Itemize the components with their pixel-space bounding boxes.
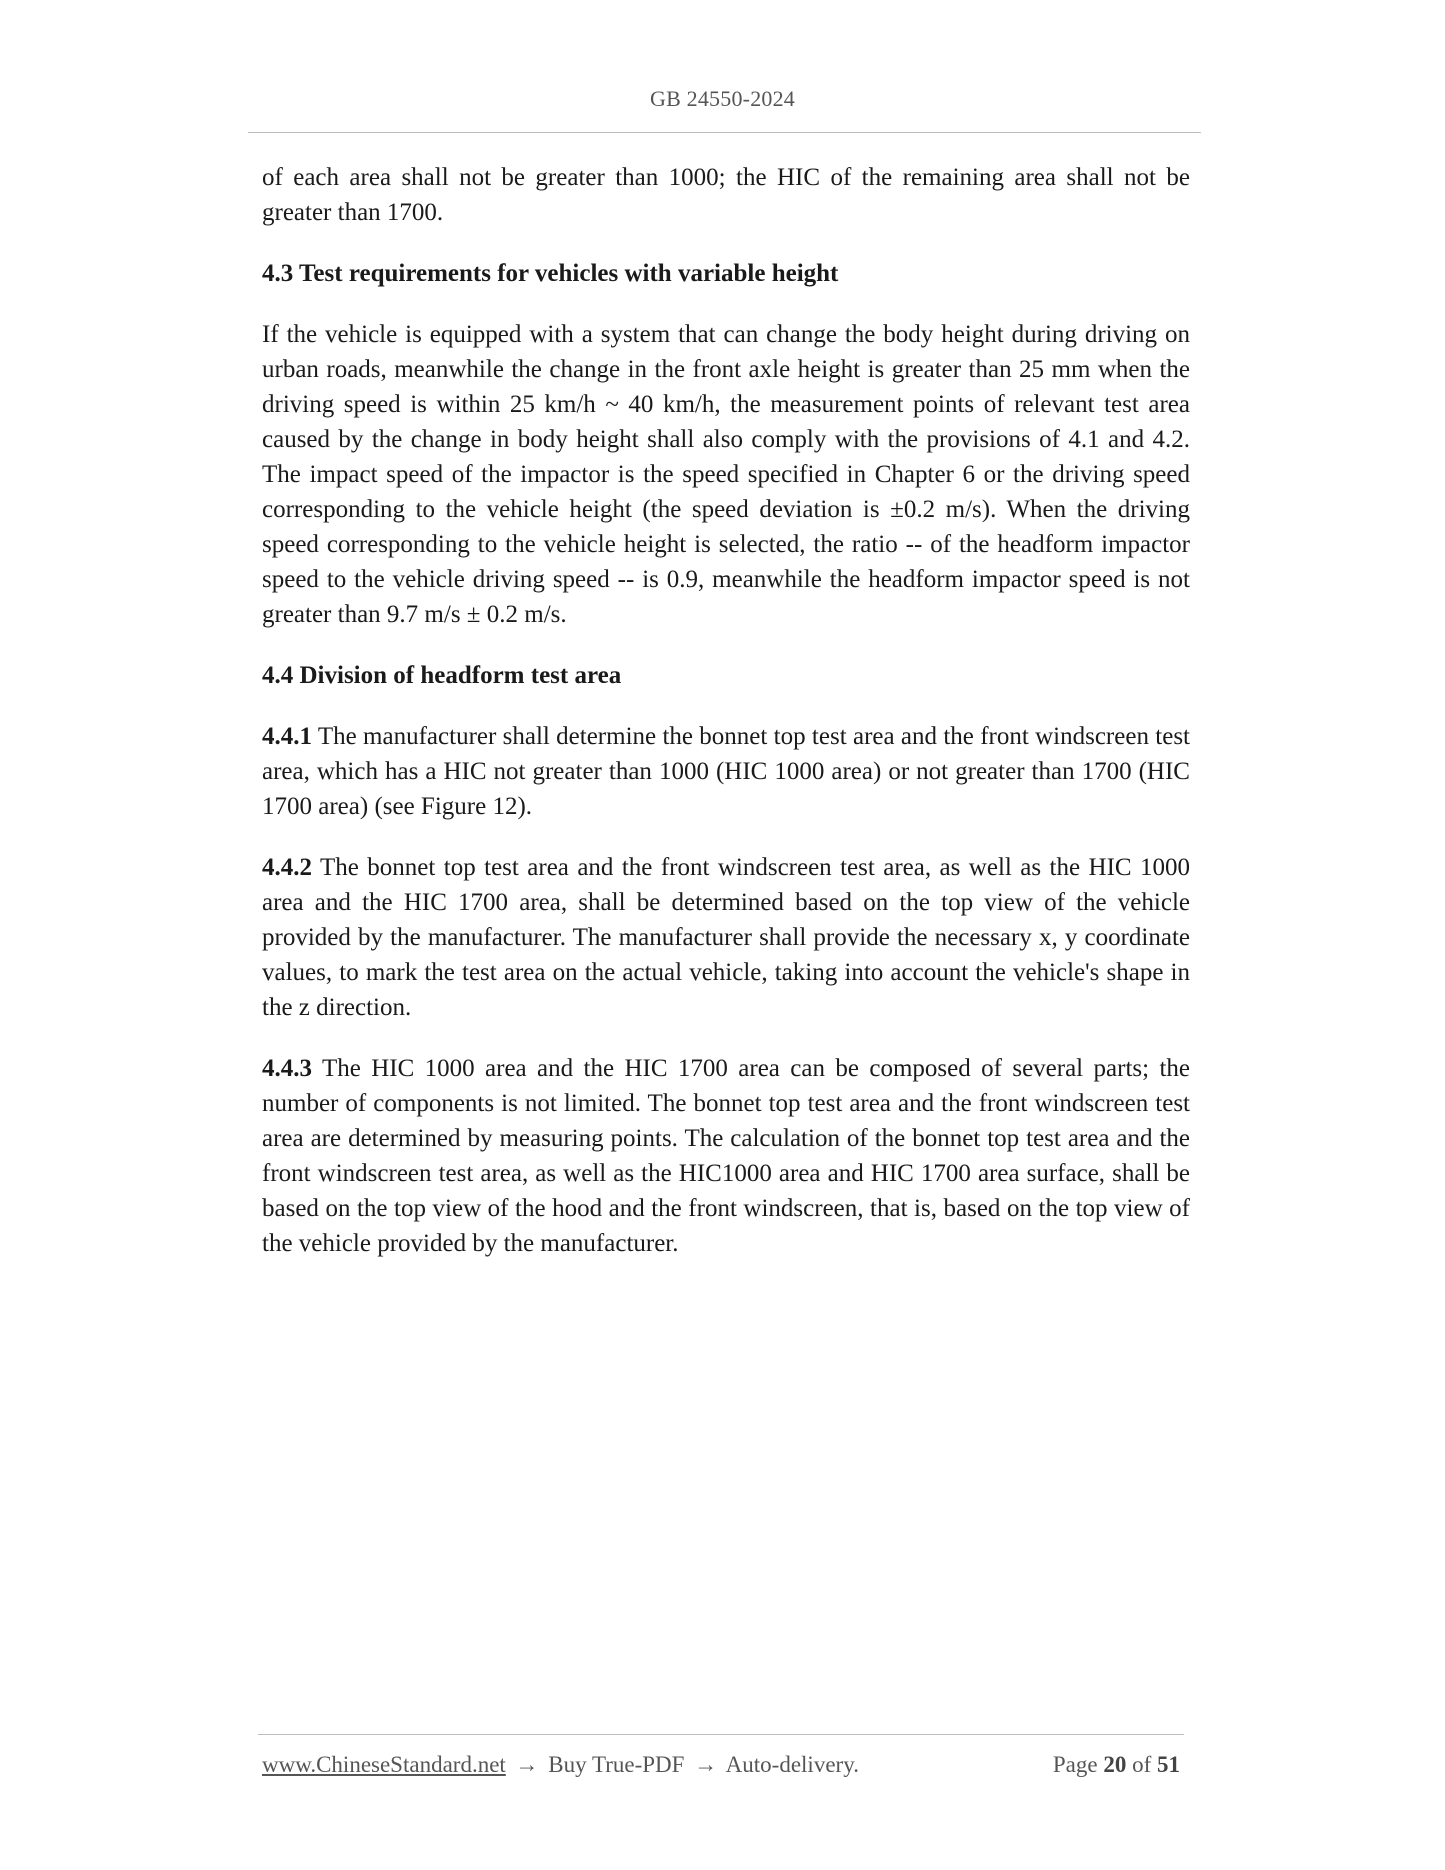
header-divider — [248, 132, 1201, 133]
paragraph-continuation: of each area shall not be greater than 1000; the HIC of the remaining area shall not be greater than 1700. — [262, 164, 1190, 226]
paragraph-4-4-3 — [262, 1051, 1190, 1261]
paragraph-4-4-1 — [262, 719, 1190, 824]
page-label: Page — [1052, 1752, 1098, 1777]
page-total: 51 — [1157, 1752, 1180, 1777]
clause-number-4-4-1: 4.4.1 — [262, 723, 312, 750]
section-heading-4-4: 4.4 Division of headform test area — [262, 662, 622, 689]
page-footer — [262, 1752, 1180, 1778]
section-heading-4-3: 4.3 Test requirements for vehicles with variable height — [262, 260, 839, 287]
page-number — [1053, 1752, 1180, 1778]
paragraph-4-4-2 — [262, 850, 1190, 1025]
clause-number-4-4-2: 4.4.2 — [262, 854, 312, 881]
footer-divider — [258, 1734, 1184, 1735]
auto-delivery-text: Auto-delivery. — [725, 1752, 859, 1777]
arrow-right-icon: → — [694, 1752, 718, 1777]
clause-text-4-4-1: The manufacturer shall determine the bonnet top test area and the front windscreen test area, which has a HIC not greater than 1000 (HIC 1000 area) or not greater than 1700 (HIC 1700 area) (see Figure 12). — [262, 723, 1190, 820]
of-label: of — [1132, 1752, 1152, 1777]
clause-text-4-4-2: The bonnet top test area and the front windscreen test area, as well as the HIC 1000 area and the HIC 1700 area, shall be determined based on the top view of the vehicle provided by the manufacturer. The manufacturer shall provide the necessary x, y coordinate values, to mark the test area on the actual vehicle, taking into account the vehicle's shape in the z direction. — [262, 854, 1190, 1021]
website-link[interactable]: www.ChineseStandard.net — [262, 1752, 506, 1777]
arrow-right-icon: → — [515, 1752, 539, 1777]
buy-true-pdf-text: Buy True-PDF — [548, 1752, 685, 1777]
footer-promo — [262, 1752, 859, 1778]
document-code: GB 24550-2024 — [650, 86, 795, 111]
paragraph-4-3: If the vehicle is equipped with a system that can change the body height during driving on urban roads, meanwhile the change in the front axle height is greater than 25 mm when the driving speed is within 25 km/h ~ 40 km/h, the measurement points of relevant test area caused by the change in body height shall also comply with the provisions of 4.1 and 4.2. The impact speed of the impactor is the speed specified in Chapter 6 or the driving speed corresponding to the vehicle height (the speed deviation is ±0.2 m/s). When the driving speed corresponding to the vehicle height is selected, the ratio -- of the headform impactor speed to the vehicle driving speed -- is 0.9, meanwhile the headform impactor speed is not greater than 9.7 m/s ± 0.2 m/s. — [262, 321, 1190, 628]
page-content — [262, 160, 1190, 1287]
clause-text-4-4-3: The HIC 1000 area and the HIC 1700 area can be composed of several parts; the number of components is not limited. The bonnet top test area and the front windscreen test area are determined by measuring points. The calculation of the bonnet top test area and the front windscreen test area, as well as the HIC1000 area and HIC 1700 area surface, shall be based on the top view of the hood and the front windscreen, that is, based on the top view of the vehicle provided by the manufacturer. — [262, 1055, 1190, 1257]
clause-number-4-4-3: 4.4.3 — [262, 1055, 312, 1082]
page-current: 20 — [1103, 1752, 1127, 1777]
